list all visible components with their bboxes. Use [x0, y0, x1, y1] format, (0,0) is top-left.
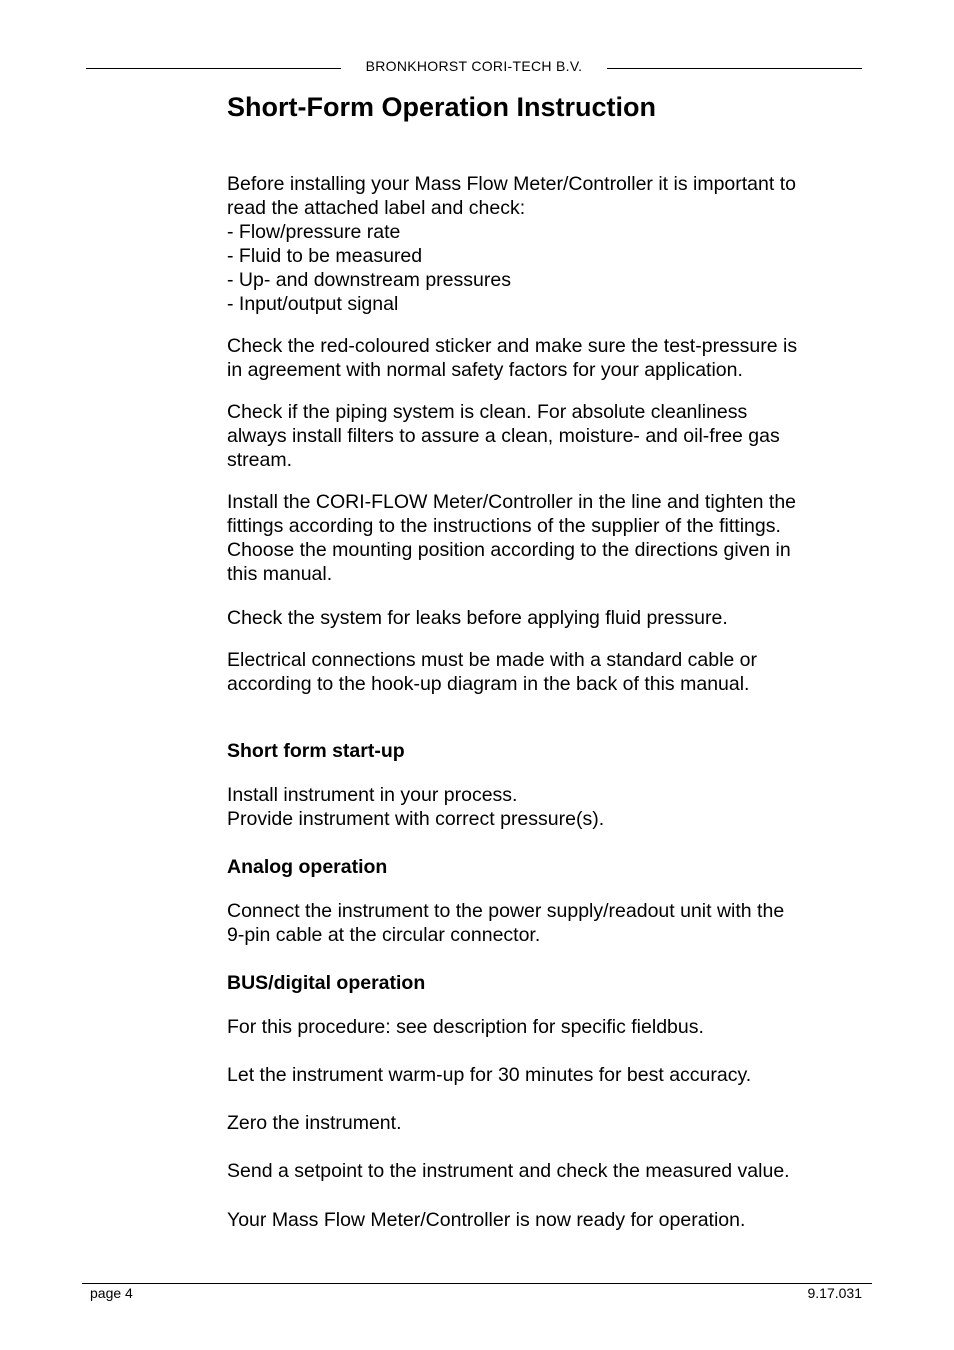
startup-line: Install instrument in your process. [227, 784, 518, 806]
analog-line: Connect the instrument to the power supply/readout unit with the [227, 900, 785, 922]
electrical-paragraph [227, 648, 847, 696]
bus-step: Let the instrument warm-up for 30 minutes for best accuracy. [227, 1064, 752, 1086]
sticker-paragraph [227, 334, 847, 382]
bus-step: Your Mass Flow Meter/Controller is now ready for operation. [227, 1209, 746, 1231]
checklist-item: - Input/output signal [227, 293, 399, 315]
document-body [227, 172, 847, 1232]
install-paragraph [227, 490, 847, 586]
install-line: Install the CORI-FLOW Meter/Controller in the line and tighten the [227, 491, 797, 513]
page-title: Short-Form Operation Instruction [227, 92, 656, 122]
checklist-item: - Up- and downstream pressures [227, 269, 511, 291]
leaks-paragraph: Check the system for leaks before applying fluid pressure. [227, 607, 728, 629]
bus-step: Send a setpoint to the instrument and check the measured value. [227, 1160, 790, 1182]
install-line: this manual. [227, 563, 333, 585]
page-number: page 4 [90, 1285, 133, 1301]
bus-step: For this procedure: see description for specific fieldbus. [227, 1016, 704, 1038]
intro-line: Before installing your Mass Flow Meter/Controller it is important to [227, 173, 796, 195]
startup-heading: Short form start-up [227, 740, 405, 762]
footer-rule [82, 1283, 872, 1284]
electrical-line: Electrical connections must be made with a standard cable or [227, 649, 758, 671]
electrical-line: according to the hook-up diagram in the back of this manual. [227, 673, 750, 695]
analog-paragraph [227, 899, 847, 947]
header-rule-left [86, 68, 341, 69]
header-rule-right [607, 68, 862, 69]
bus-heading: BUS/digital operation [227, 972, 426, 994]
sticker-line: in agreement with normal safety factors for your application. [227, 359, 743, 381]
sticker-line: Check the red-coloured sticker and make sure the test-pressure is [227, 335, 798, 357]
piping-line: always install filters to assure a clean, moisture- and oil-free gas [227, 425, 780, 447]
checklist-item: - Fluid to be measured [227, 245, 423, 267]
intro-paragraph [227, 172, 847, 316]
startup-paragraph [227, 783, 847, 831]
bus-step: Zero the instrument. [227, 1112, 402, 1134]
install-line: fittings according to the instructions of the supplier of the fittings. [227, 515, 781, 537]
analog-heading: Analog operation [227, 856, 388, 878]
piping-line: Check if the piping system is clean. For absolute cleanliness [227, 401, 748, 423]
startup-line: Provide instrument with correct pressure(s). [227, 808, 605, 830]
header-company-name: BRONKHORST CORI-TECH B.V. [365, 58, 583, 74]
install-line: Choose the mounting position according to the directions given in [227, 539, 791, 561]
piping-line: stream. [227, 449, 293, 471]
piping-paragraph [227, 400, 847, 472]
analog-line: 9-pin cable at the circular connector. [227, 924, 541, 946]
intro-line: read the attached label and check: [227, 197, 526, 219]
checklist-item: - Flow/pressure rate [227, 221, 401, 243]
document-number: 9.17.031 [807, 1285, 862, 1301]
